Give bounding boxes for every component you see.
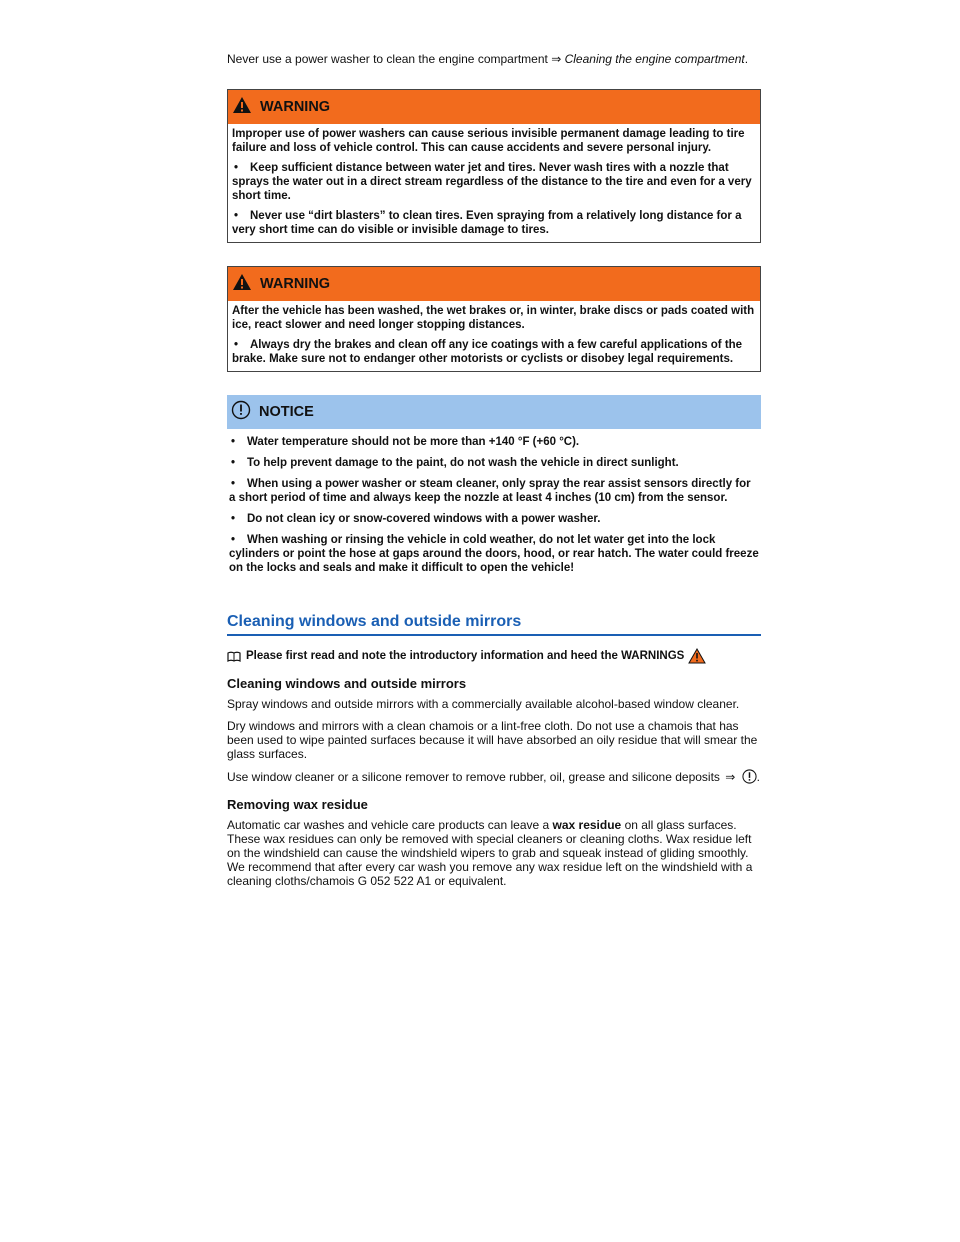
warning-item-text: Never use “dirt blasters” to clean tires. Even spraying from a relatively long distance for a very short time can do visible or invisible damage to tires. xyxy=(232,210,742,236)
subheading-cleaning: Cleaning windows and outside mirrors xyxy=(227,676,467,691)
paragraph: Dry windows and mirrors with a clean chamois or a lint-free cloth. Do not use a chamois that has been used to wipe painted surfaces because it will have absorbed an oily residue that will smear the glass surfaces. xyxy=(227,719,758,761)
notice-header xyxy=(227,395,761,429)
bullet: • xyxy=(234,339,239,351)
warning-box-power-washer xyxy=(227,89,761,243)
bullet: • xyxy=(234,210,239,222)
bullet: • xyxy=(231,513,236,525)
intro-end: . xyxy=(744,52,749,66)
warning-triangle-icon xyxy=(232,96,252,119)
warning-item-text: Keep sufficient distance between water jet and tires. Never wash tires with a nozzle that sprays the water out in a direct stream regardless of the distance to the tire and even for a very short time. xyxy=(232,162,752,202)
notice-item-text: When washing or rinsing the vehicle in cold weather, do not let water get into the lock cylinders or point the hose at gaps around the doors, hood, or rear hatch. The water could freeze on the locks and seals and make it difficult to open the vehicle! xyxy=(229,534,759,574)
notice-item xyxy=(229,435,759,449)
notice-item xyxy=(229,456,759,470)
paragraph: Spray windows and outside mirrors with a commercially available alcohol-based window cleaner. xyxy=(227,697,740,711)
bold-term: wax residue xyxy=(552,818,622,832)
warning-triangle-icon xyxy=(232,273,252,296)
notice-item xyxy=(229,533,759,575)
paragraph-wax xyxy=(227,818,761,888)
paragraph-text: Automatic car washes and vehicle care products can leave a xyxy=(227,818,550,832)
notice-box xyxy=(227,395,761,575)
section-heading: Cleaning windows and outside mirrors xyxy=(227,613,761,636)
exclamation-circle-icon[interactable] xyxy=(742,769,757,787)
paragraph-text: on all glass surfaces. These wax residues can only be removed with special cleaners or cleaning cloths. Wax residue left on the windshield can cause the windshield wipers to grab and squeak instead of gliding smoothly. We recommend that after every car wash you remove any wax residue left on the windshield with a cleaning cloths/chamois G 052 522 A1 or equivalent. xyxy=(227,818,753,888)
warning-header xyxy=(228,90,760,124)
read-note xyxy=(227,648,761,664)
warning-item xyxy=(232,209,756,237)
warning-lead: After the vehicle has been washed, the wet brakes or, in winter, brake discs or pads coated with ice, react slower and need longer stopping distances. xyxy=(232,305,755,331)
notice-item-text: Water temperature should not be more than +140 °F (+60 °C). xyxy=(247,436,580,448)
warning-lead: Improper use of power washers can cause serious invisible permanent damage leading to tire failure and loss of vehicle control. This can cause accidents and severe personal injury. xyxy=(232,128,745,154)
subheading-wax: Removing wax residue xyxy=(227,797,368,812)
notice-item xyxy=(229,512,759,526)
warning-body xyxy=(228,301,760,371)
warning-title: WARNING xyxy=(260,276,331,292)
manual-page xyxy=(227,52,761,896)
intro-paragraph xyxy=(227,52,761,67)
intro-link[interactable]: Cleaning the engine compartment xyxy=(564,52,745,66)
warning-item-text: Always dry the brakes and clean off any ice coatings with a few careful applications of the brake. Make sure not to endanger other motorists or cyclists or disobey legal requirements. xyxy=(232,339,743,365)
warning-triangle-icon[interactable] xyxy=(688,648,706,664)
exclamation-circle-icon xyxy=(231,400,251,425)
read-note-text: Please first read and note the introductory information and heed the WARNINGS xyxy=(246,650,685,662)
notice-item-text: To help prevent damage to the paint, do not wash the vehicle in direct sunlight. xyxy=(247,457,679,469)
bullet: • xyxy=(231,457,236,469)
paragraph-text: Use window cleaner or a silicone remover to remove rubber, oil, grease and silicone deposits xyxy=(227,770,720,784)
ref-arrow: ⇒ xyxy=(725,770,736,784)
warning-item xyxy=(232,338,756,366)
notice-item-text: When using a power washer or steam cleaner, only spray the rear assist sensors directly for a short period of time and always keep the nozzle at least 4 inches (10 cm) from the sensor. xyxy=(229,478,751,504)
notice-title: NOTICE xyxy=(259,404,314,420)
bullet: • xyxy=(231,478,236,490)
warning-title: WARNING xyxy=(260,99,331,115)
notice-item-text: Do not clean icy or snow-covered windows with a power washer. xyxy=(247,513,601,525)
book-icon xyxy=(227,651,241,662)
bullet: • xyxy=(234,162,239,174)
notice-body xyxy=(227,429,761,575)
paragraph-end: . xyxy=(756,770,761,784)
bullet: • xyxy=(231,436,236,448)
intro-text: Never use a power washer to clean the engine compartment xyxy=(227,52,548,66)
paragraph-with-ref xyxy=(227,769,761,787)
warning-item xyxy=(232,161,756,203)
bullet: • xyxy=(231,534,236,546)
warning-box-brakes xyxy=(227,266,761,372)
warning-body xyxy=(228,124,760,242)
warning-header xyxy=(228,267,760,301)
intro-arrow: ⇒ xyxy=(551,52,562,66)
notice-item xyxy=(229,477,759,505)
